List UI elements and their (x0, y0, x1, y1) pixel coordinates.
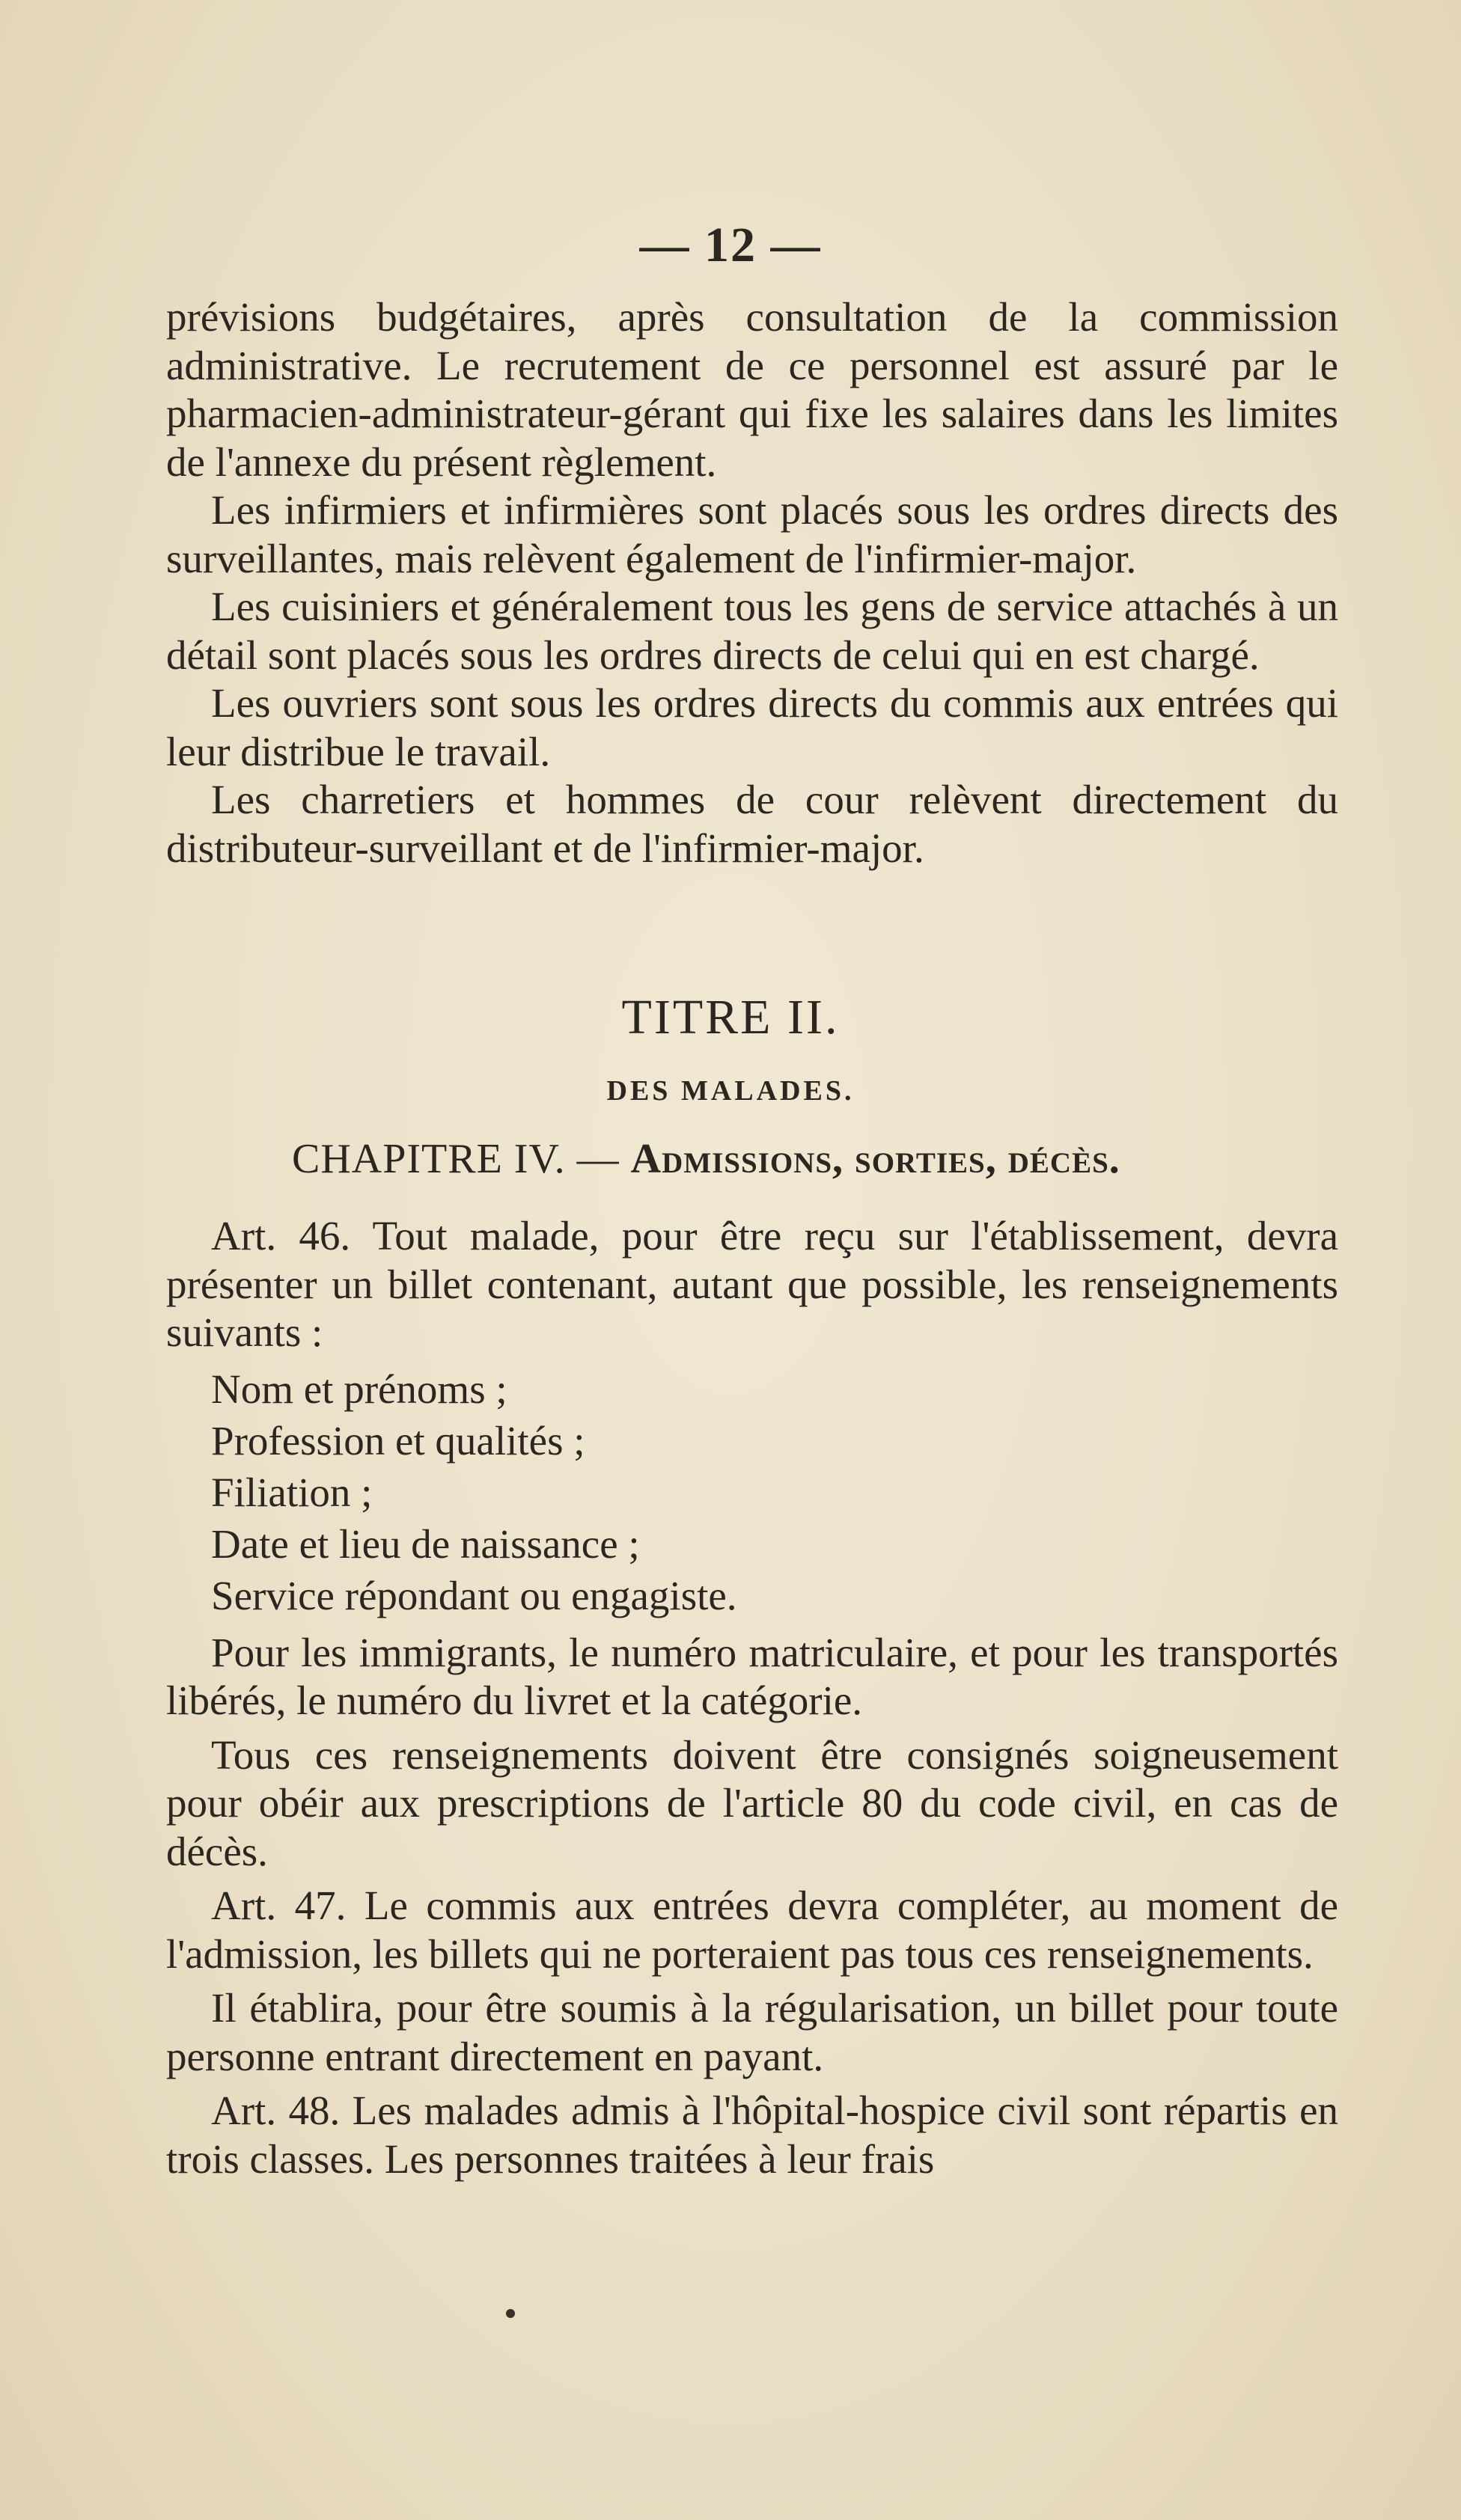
page-number: — 12 — (639, 218, 822, 272)
paragraph: Il établira, pour être soumis à la régularisation, un billet pour toute personne entrant directement en payant. (166, 1985, 1338, 2079)
chapter-title: Admissions, sorties, décès. (630, 1136, 1120, 1182)
paragraph: Les ouvriers sont sous les ordres directs du commis aux entrées qui leur distribue le travail. (166, 680, 1338, 774)
paragraph: Les charretiers et hommes de cour relèvent directement du distributeur-surveillant et de l'infirmier-major. (166, 777, 1338, 871)
title-heading: TITRE II. (621, 990, 840, 1045)
paragraph: Les infirmiers et infirmières sont placés sous les ordres directs des surveillantes, mais relèvent également de l'infirmier-major. (166, 487, 1338, 581)
list-item: Service répondant ou engagiste. (211, 1572, 737, 1618)
paragraph: Pour les immigrants, le numéro matriculaire, et pour les transportés libérés, le numéro du livret et la catégorie. (166, 1629, 1338, 1723)
chapter-label: CHAPITRE IV. — (292, 1136, 620, 1182)
paragraph: prévisions budgétaires, après consultation de la commission administrative. Le recrutement de ce personnel est assuré par le pharmacien-administrateur-gérant qui fixe les salaires dans les limites de l'annexe du présent règlement. (166, 294, 1338, 485)
subtitle-heading: DES MALADES. (606, 1075, 855, 1107)
section-personnel (166, 293, 1338, 872)
ink-speck (506, 2309, 515, 2318)
article-47: Art. 47. Le commis aux entrées devra compléter, au moment de l'admission, les billets qui ne porteraient pas tous ces renseignements. (166, 1883, 1338, 1977)
list-item: Filiation ; (211, 1469, 373, 1515)
paragraph: Tous ces renseignements doivent être consignés soigneusement pour obéir aux prescriptions de l'article 80 du code civil, en cas de décès. (166, 1731, 1338, 1874)
article-46: Art. 46. Tout malade, pour être reçu sur l'établissement, devra présenter un billet contenant, autant que possible, les renseignements suivants : (166, 1213, 1338, 1355)
paragraph: Les cuisiniers et généralement tous les gens de service attachés à un détail sont placés sous les ordres directs de celui qui en est chargé. (166, 584, 1338, 678)
section-admissions (166, 1212, 1338, 2183)
list-item: Profession et qualités ; (211, 1417, 585, 1464)
list-item: Nom et prénoms ; (211, 1365, 507, 1412)
list-item: Date et lieu de naissance ; (211, 1520, 640, 1567)
article-48: Art. 48. Les malades admis à l'hôpital-hospice civil sont répartis en trois classes. Les personnes traitées à leur frais (166, 2088, 1338, 2182)
chapter-heading (292, 1135, 1120, 1183)
